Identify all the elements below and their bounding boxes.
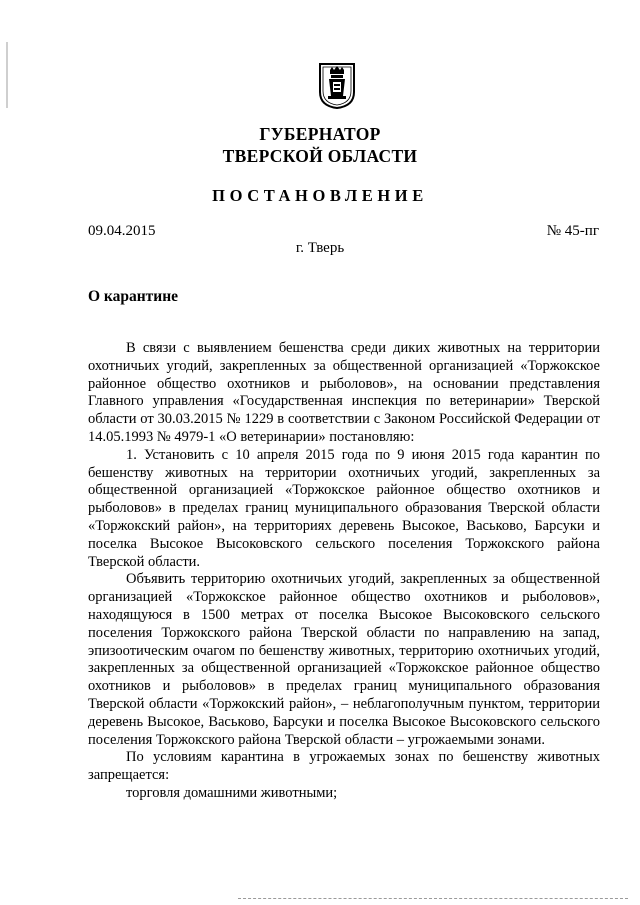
document-city: г. Тверь [295, 240, 345, 256]
scan-edge-mark [6, 42, 8, 108]
document-subject: О карантине [88, 288, 179, 305]
body-paragraph: В связи с выявлением бешенства среди диких животных на территории охотничьих угодий, закрепленных за общественной организацией «Торжокское районное общество охотников и рыболовов», на основании представления Главного управления «Государственная инспекция по ветеринарии» Тверской области от 30.03.2015 № 1229 в соответствии с Законом Российской Федерации от 14.05.1993 № 4979-1 «О ветеринарии» постановляю: [88, 340, 600, 445]
document-body [88, 340, 600, 803]
header-title-region: ТВЕРСКОЙ ОБЛАСТИ [222, 146, 418, 166]
body-paragraph: По условиям карантина в угрожаемых зонах по бешенству животных запрещается: [88, 749, 600, 784]
body-paragraph: торговля домашними животными; [126, 784, 338, 801]
document-date: 09.04.2015 [88, 223, 156, 239]
body-paragraph: 1. Установить с 10 апреля 2015 года по 9 июня 2015 года карантин по бешенству животных на территории охотничьих угодий, закрепленных за общественной организацией «Торжокское районное общество охотников и рыболовов» в пределах границ муниципального образования Тверской области «Торжокский район», на территориях деревень Высокое, Васьково, Барсуки и поселка Высокое Высоковского сельского поселения Торжокского района Тверской области. [88, 446, 600, 570]
scan-bottom-line [238, 898, 628, 899]
body-paragraph: Объявить территорию охотничьих угодий, закрепленных за общественной организацией «Торжокское районное общество охотников и рыболовов», находящуюся в 1500 метрах от поселка Высокое Высоковского сельского поселения Торжокского района Тверской области по направлению на запад, эпизоотическим очагом по бешенству животных, территорию охотничьих угодий, закрепленных за общественной организацией «Торжокское районное общество охотников и рыболовов» в пределах границ муниципального образования Тверской области «Торжокский район», – неблагополучным пунктом, территории деревень Высокое, Васьково, Барсуки и поселка Высокое Высоковского сельского поселения Торжокского района Тверской области – угрожаемыми зонами. [88, 571, 600, 748]
header-title-governor: ГУБЕРНАТОР [259, 124, 381, 144]
document-number: № 45-пг [546, 223, 599, 239]
document-type: ПОСТАНОВЛЕНИЕ [212, 186, 428, 205]
tver-coat-of-arms-icon [318, 62, 356, 110]
